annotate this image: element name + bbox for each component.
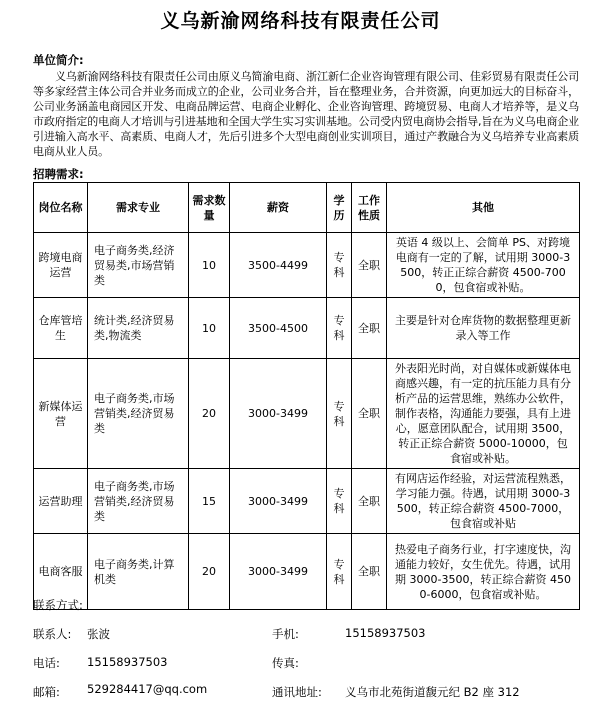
cell-other: 热爱电子商务行业，打字速度快，沟通能力较好，女生优先。待遇，试用期 3000-3500，转正综合薪资 4500-6000，包食宿或补贴。 [387,534,580,610]
table-row [34,469,580,534]
cell-other: 主要是针对仓库货物的数据整理更新录入等工作 [387,298,580,359]
header-salary: 薪资 [230,183,327,233]
intro-heading: 单位简介: [33,53,84,67]
table-header-row [34,183,580,233]
cell-major: 电子商务类,计算机类 [88,534,189,610]
cell-position: 电商客服 [34,534,88,610]
cell-salary: 3000-3499 [230,469,327,534]
cell-major: 电子商务类,经济贸易类,市场营销类 [88,233,189,298]
header-other: 其他 [387,183,580,233]
contact-person-value: 张波 [87,627,110,641]
cell-job-type: 全职 [352,359,387,469]
cell-education: 专科 [327,469,352,534]
cell-other: 有网店运作经验，对运营流程熟悉，学习能力强。待遇，试用期 3000-3500，转正综合薪资 4500-7000，包食宿或补贴 [387,469,580,534]
header-education: 学历 [327,183,352,233]
cell-job-type: 全职 [352,469,387,534]
address-label: 通讯地址: [272,685,322,699]
intro-text: 义乌新渝网络科技有限责任公司由原义乌简渝电商、浙江新仁企业咨询管理有限公司、佳彩贸易有限责任公司等多家经营主体公司合并业务而成立的企业，公司业务合并，旨在整理业务，合并资源，向更加远大的目标奋斗，公司业务涵盖电商园区开发、电商品牌运营、电商企业孵化、企业咨询管理、跨境贸易、电商人才培养等，是义乌市政府指定的电商人才培训与引进基地和全国大学生实习实训基地。公司受内贸电商协会指导,旨在为义乌电商企业引进输入高水平、高素质、电商人才，先后引进多个大型电商创业实训项目，通过产教融合为义乌培养专业高素质电商从业人员。 [33,70,579,159]
header-major: 需求专业 [88,183,189,233]
cell-position: 新媒体运营 [34,359,88,469]
phone-value: 15158937503 [87,655,168,669]
cell-position: 仓库管培生 [34,298,88,359]
email-value: 529284417@qq.com [87,682,208,696]
cell-major: 电子商务类,市场营销类,经济贸易类 [88,359,189,469]
table-row [34,534,580,610]
email-label: 邮箱: [33,685,60,699]
cell-education: 专科 [327,359,352,469]
cell-salary: 3500-4499 [230,233,327,298]
cell-job-type: 全职 [352,298,387,359]
mobile-label: 手机: [272,627,299,641]
cell-job-type: 全职 [352,233,387,298]
cell-education: 专科 [327,534,352,610]
mobile-value: 15158937503 [345,626,426,640]
cell-major: 统计类,经济贸易类,物流类 [88,298,189,359]
cell-position: 运营助理 [34,469,88,534]
cell-count: 20 [189,534,230,610]
phone-label: 电话: [33,656,60,670]
cell-count: 10 [189,298,230,359]
header-position: 岗位名称 [34,183,88,233]
cell-other: 英语 4 级以上、会简单 PS、对跨境电商有一定的了解，试用期 3000-3500，转正正综合薪资 4500-7000，包食宿或补贴。 [387,233,580,298]
cell-position: 跨境电商运营 [34,233,88,298]
cell-count: 10 [189,233,230,298]
cell-salary: 3000-3499 [230,534,327,610]
recruit-heading: 招聘需求: [33,167,84,181]
cell-education: 专科 [327,298,352,359]
contact-heading: 联系方式: [33,598,83,612]
cell-salary: 3000-3499 [230,359,327,469]
header-job-type: 工作性质 [352,183,387,233]
contact-person-label: 联系人: [33,627,72,641]
address-value: 义乌市北苑街道馥元纪 B2 座 312 [345,685,520,699]
header-count: 需求数量 [189,183,230,233]
cell-job-type: 全职 [352,534,387,610]
cell-count: 20 [189,359,230,469]
recruitment-table [33,182,580,610]
company-title: 义乌新渝网络科技有限责任公司 [160,10,441,32]
cell-other: 外表阳光时尚，对自媒体或新媒体电商感兴趣，有一定的抗压能力具有分析产品的运营思维，熟练办公软件，制作表格，沟通能力要强，具有上进心，愿意团队配合，试用期 3500，转正正综合薪资 5000-10000，包食宿或补贴。 [387,359,580,469]
fax-label: 传真: [272,656,299,670]
cell-salary: 3500-4500 [230,298,327,359]
table-row [34,298,580,359]
cell-count: 15 [189,469,230,534]
cell-major: 电子商务类,市场营销类,经济贸易类 [88,469,189,534]
table-row [34,233,580,298]
cell-education: 专科 [327,233,352,298]
table-row [34,359,580,469]
